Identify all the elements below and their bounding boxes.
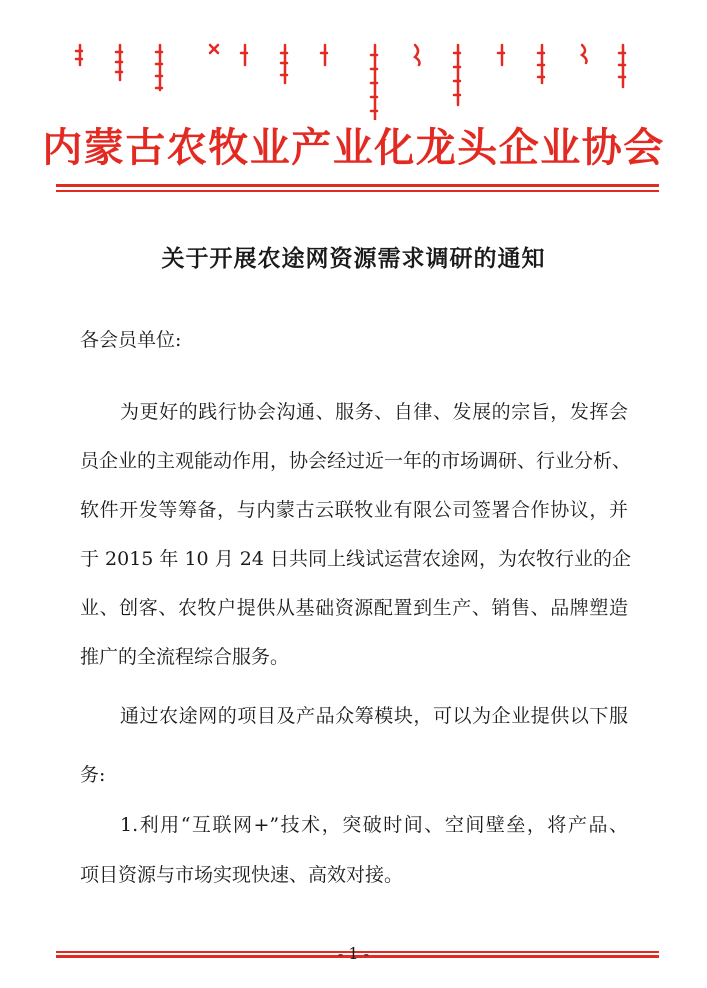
- page-number: - 1 -: [337, 944, 370, 963]
- document-title: 关于开展农途网资源需求调研的通知: [161, 245, 546, 272]
- organization-name: 内蒙古农牧业产业化龙头企业协会: [42, 124, 665, 171]
- header-divider-thin: [56, 190, 659, 192]
- body-line: 软件开发等筹备，与内蒙古云联牧业有限公司签署合作协议，并: [80, 499, 628, 521]
- body-line: 推广的全流程综合服务。: [80, 646, 290, 668]
- body-line: 1.利用“互联网+”技术，突破时间、空间壁垒，将产品、: [120, 814, 628, 836]
- body-line: 项目资源与市场实现快速、高效对接。: [80, 864, 404, 886]
- body-line: 员企业的主观能动作用，协会经过近一年的市场调研、行业分析、: [80, 450, 632, 472]
- mongolian-script-logo: [60, 40, 650, 120]
- header-divider-thick: [56, 184, 659, 187]
- body-line: 为更好的践行协会沟通、服务、自律、发展的宗旨，发挥会: [120, 401, 628, 423]
- body-line: 于 2015 年 10 月 24 日共同上线试运营农途网，为农牧行业的企: [80, 548, 631, 570]
- body-line: 业、创客、农牧户提供从基础资源配置到生产、销售、品牌塑造: [80, 597, 628, 619]
- body-line: 通过农途网的项目及产品众筹模块，可以为企业提供以下服: [120, 705, 628, 727]
- body-line: 务:: [80, 764, 106, 786]
- salutation: 各会员单位:: [80, 329, 182, 351]
